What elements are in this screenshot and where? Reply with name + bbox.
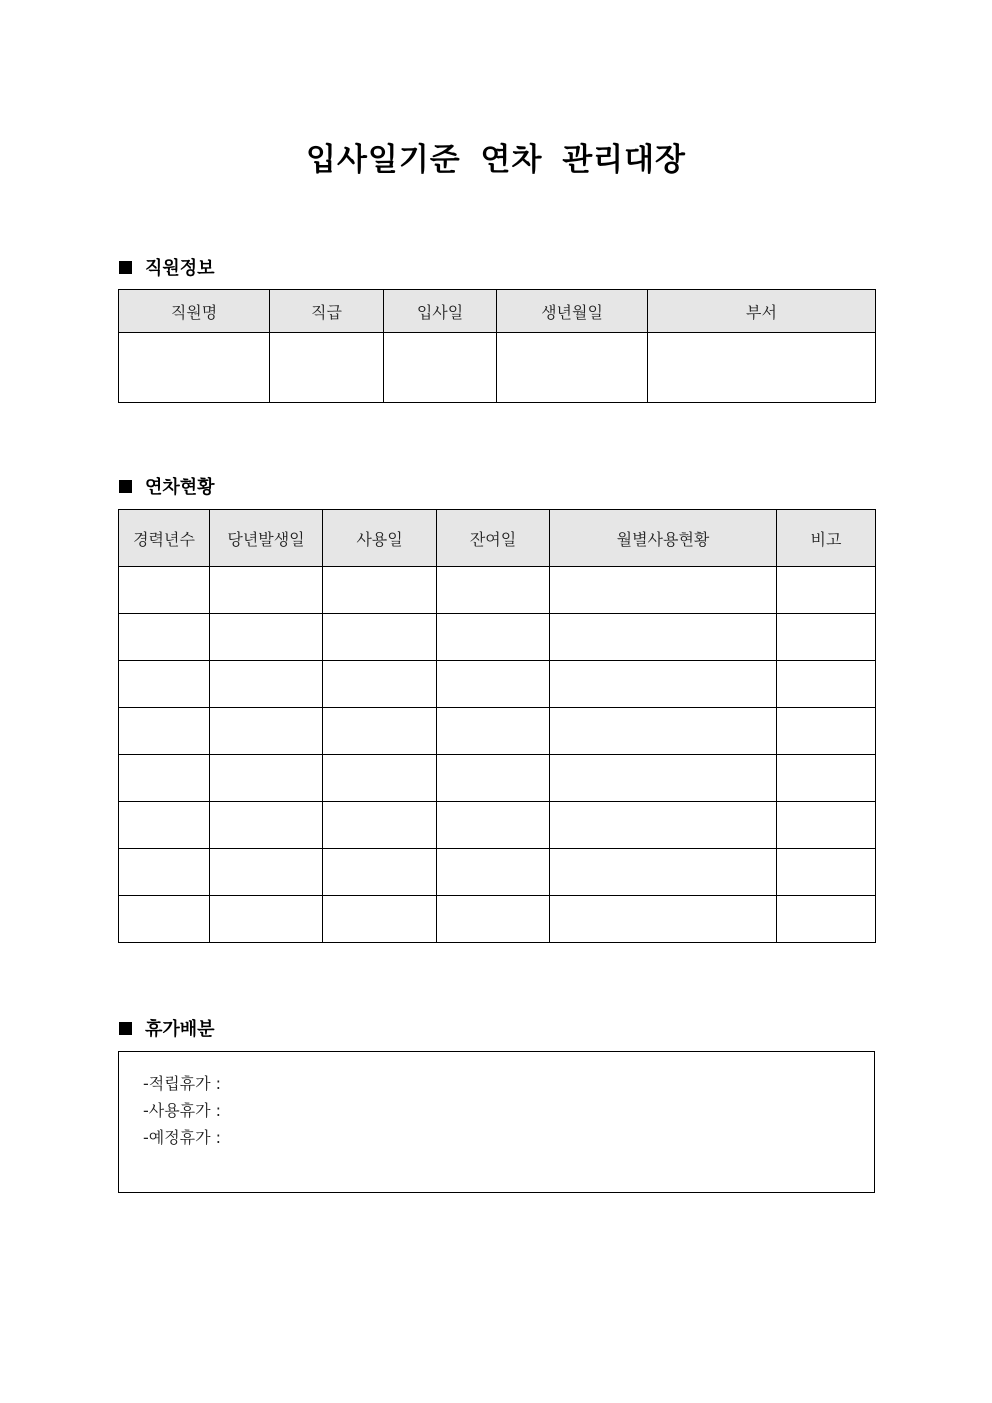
table-cell[interactable] — [270, 333, 384, 403]
table-row — [119, 614, 876, 661]
table-cell[interactable] — [437, 661, 550, 708]
table-cell[interactable] — [323, 755, 437, 802]
employee-info-table — [118, 289, 876, 403]
table-row — [119, 333, 876, 403]
table-cell[interactable] — [210, 849, 323, 896]
table-cell[interactable] — [323, 849, 437, 896]
column-header-years: 경력년수 — [119, 510, 210, 567]
table-cell[interactable] — [210, 661, 323, 708]
table-header-row — [119, 290, 876, 333]
table-row — [119, 755, 876, 802]
black-square-icon — [119, 1022, 132, 1035]
table-cell[interactable] — [437, 614, 550, 661]
table-cell[interactable] — [210, 755, 323, 802]
table-cell[interactable] — [777, 896, 876, 943]
section-heading-label: 연차현황 — [145, 477, 215, 498]
table-cell[interactable] — [323, 614, 437, 661]
table-cell[interactable] — [119, 614, 210, 661]
table-header-row — [119, 510, 876, 567]
table-cell[interactable] — [497, 333, 648, 403]
table-cell[interactable] — [323, 708, 437, 755]
table-cell[interactable] — [777, 802, 876, 849]
column-header-monthly-usage: 월별사용현황 — [550, 510, 777, 567]
table-cell[interactable] — [210, 708, 323, 755]
column-header-remaining: 잔여일 — [437, 510, 550, 567]
table-cell[interactable] — [777, 614, 876, 661]
column-header-remarks: 비고 — [777, 510, 876, 567]
table-cell[interactable] — [119, 708, 210, 755]
table-row — [119, 661, 876, 708]
table-cell[interactable] — [119, 333, 270, 403]
table-cell[interactable] — [437, 567, 550, 614]
table-cell[interactable] — [437, 755, 550, 802]
column-header-name: 직원명 — [119, 290, 270, 333]
column-header-rank: 직급 — [270, 290, 384, 333]
planned-leave-line[interactable]: -예정휴가 : — [143, 1128, 222, 1147]
table-cell[interactable] — [777, 849, 876, 896]
table-cell[interactable] — [210, 896, 323, 943]
table-cell[interactable] — [550, 708, 777, 755]
column-header-department: 부서 — [648, 290, 876, 333]
column-header-used: 사용일 — [323, 510, 437, 567]
table-cell[interactable] — [550, 661, 777, 708]
used-leave-line[interactable]: -사용휴가 : — [143, 1101, 222, 1120]
section-heading-label: 휴가배분 — [145, 1019, 215, 1040]
table-cell[interactable] — [119, 802, 210, 849]
section-heading-label: 직원정보 — [145, 258, 215, 279]
table-cell[interactable] — [210, 567, 323, 614]
table-cell[interactable] — [119, 896, 210, 943]
table-cell[interactable] — [550, 802, 777, 849]
table-cell[interactable] — [323, 567, 437, 614]
table-row — [119, 849, 876, 896]
table-cell[interactable] — [323, 896, 437, 943]
leave-status-table — [118, 509, 876, 943]
table-row — [119, 708, 876, 755]
black-square-icon — [119, 261, 132, 274]
table-cell[interactable] — [437, 849, 550, 896]
table-cell[interactable] — [777, 708, 876, 755]
table-cell[interactable] — [119, 661, 210, 708]
column-header-birth-date: 생년월일 — [497, 290, 648, 333]
table-cell[interactable] — [119, 849, 210, 896]
section-heading-leave-distribution — [119, 1015, 215, 1041]
table-cell[interactable] — [550, 755, 777, 802]
accrued-leave-line[interactable]: -적립휴가 : — [143, 1074, 222, 1093]
table-cell[interactable] — [550, 614, 777, 661]
table-row — [119, 802, 876, 849]
table-cell[interactable] — [210, 614, 323, 661]
column-header-accrued: 당년발생일 — [210, 510, 323, 567]
table-cell[interactable] — [437, 802, 550, 849]
table-cell[interactable] — [210, 802, 323, 849]
table-cell[interactable] — [437, 708, 550, 755]
table-cell[interactable] — [550, 567, 777, 614]
table-cell[interactable] — [777, 567, 876, 614]
table-cell[interactable] — [437, 896, 550, 943]
table-cell[interactable] — [323, 661, 437, 708]
table-cell[interactable] — [777, 661, 876, 708]
section-heading-leave-status — [119, 473, 215, 499]
table-cell[interactable] — [384, 333, 497, 403]
table-cell[interactable] — [119, 567, 210, 614]
column-header-hire-date: 입사일 — [384, 290, 497, 333]
leave-distribution-box — [118, 1051, 875, 1193]
section-heading-employee-info — [119, 254, 215, 280]
table-cell[interactable] — [323, 802, 437, 849]
table-cell[interactable] — [648, 333, 876, 403]
page-title: 입사일기준 연차 관리대장 — [306, 142, 686, 178]
black-square-icon — [119, 480, 132, 493]
table-cell[interactable] — [119, 755, 210, 802]
table-row — [119, 896, 876, 943]
table-row — [119, 567, 876, 614]
table-cell[interactable] — [550, 896, 777, 943]
table-cell[interactable] — [777, 755, 876, 802]
table-cell[interactable] — [550, 849, 777, 896]
